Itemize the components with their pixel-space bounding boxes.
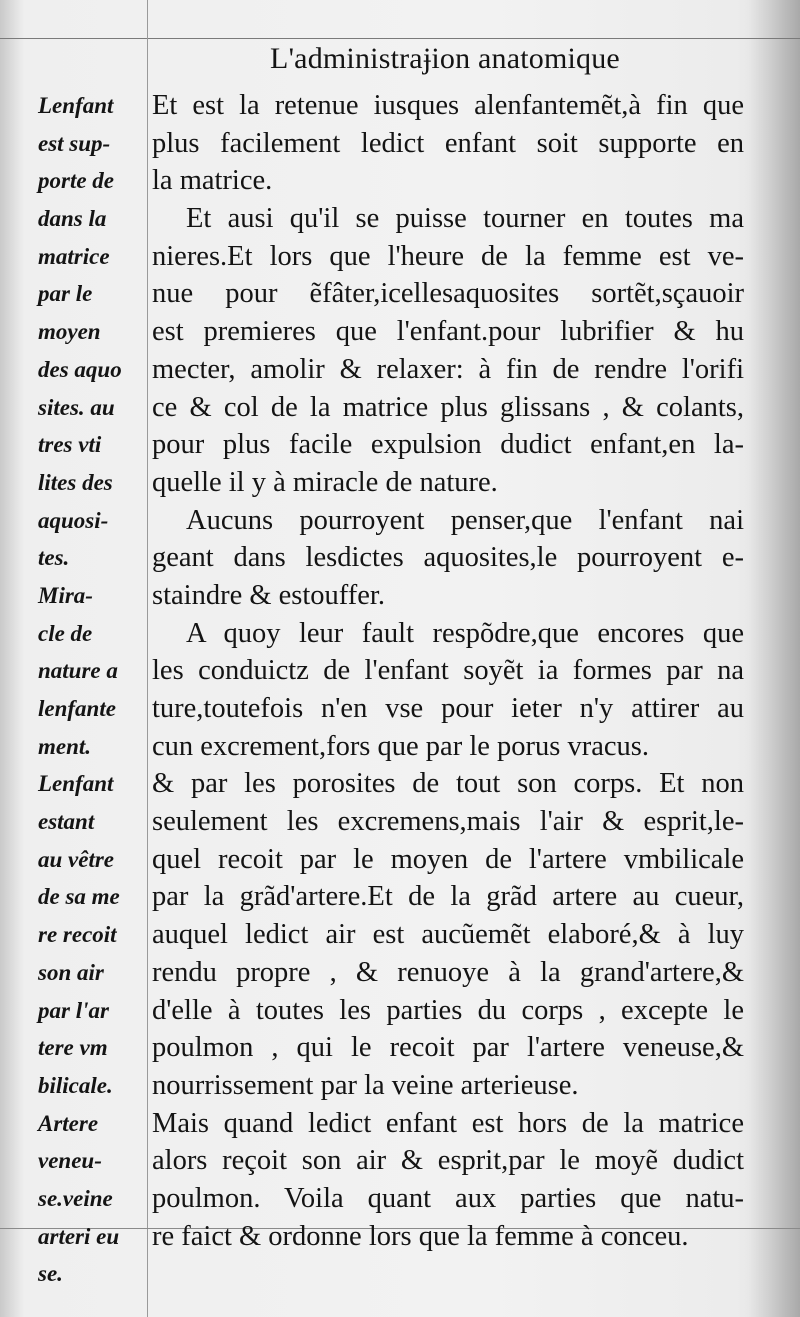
- text-line: poulmon , qui le recoit par l'artere veneuse,&: [152, 1032, 744, 1064]
- text-line: nue pour ẽfâter,icellesaquosites sortẽt,sçauoir: [152, 278, 744, 310]
- text-line: A quoy leur fault respõdre,que encores que: [186, 617, 744, 649]
- text-line: quelle il y à miracle de nature.: [152, 466, 498, 498]
- text-line: seulement les excremens,mais l'air & esprit,le-: [152, 806, 744, 838]
- margin-notes: [38, 87, 148, 1293]
- margin-note: nature a: [38, 658, 118, 684]
- text-line: nourrissement par la veine arterieuse.: [152, 1069, 579, 1101]
- text-line: auquel ledict air est aucũemẽt elaboré,& à luy: [152, 919, 744, 951]
- text-line: quel recoit par le moyen de l'artere vmbilicale: [152, 843, 744, 875]
- margin-note: estant: [38, 809, 95, 835]
- text-line: pour plus facile expulsion dudict enfant,en la-: [152, 429, 744, 461]
- text-line: plus facilement ledict enfant soit supporte en: [152, 127, 744, 159]
- header-rule: [0, 38, 800, 39]
- margin-note: arteri eu: [38, 1223, 120, 1249]
- text-line: alors reçoit son air & esprit,par le moyẽ dudict: [152, 1145, 744, 1177]
- margin-note: bilicale.: [38, 1072, 113, 1098]
- margin-note: cle de: [38, 620, 93, 646]
- text-line: ture,toutefois n'en vse pour ieter n'y attirer au: [152, 693, 744, 724]
- margin-note: Mira-: [38, 582, 93, 608]
- margin-note: aquosi-: [38, 507, 109, 533]
- margin-note: veneu-: [38, 1148, 102, 1174]
- text-line: d'elle à toutes les parties du corps , excepte le: [152, 994, 744, 1026]
- margin-note: moyen: [38, 319, 101, 345]
- text-line: mecter, amolir & relaxer: à fin de rendre l'orifi: [152, 353, 744, 385]
- margin-note: Lenfant: [38, 771, 114, 797]
- margin-note: porte de: [38, 168, 115, 194]
- text-line: nieres.Et lors que l'heure de la femme est ve-: [152, 240, 744, 272]
- margin-note: Artere: [38, 1110, 99, 1136]
- margin-note: lites des: [38, 469, 113, 495]
- text-line: cun excrement,fors que par le porus vracus.: [152, 730, 649, 762]
- text-line: les conduictz de l'enfant soyẽt ia formes par na: [152, 655, 744, 687]
- text-line: geant dans lesdictes aquosites,le pourroyent e-: [152, 542, 744, 574]
- margin-note: dans la: [38, 206, 107, 232]
- margin-note: lenfante: [38, 696, 116, 721]
- text-line: rendu propre , & renuoye à la grand'artere,&: [152, 956, 744, 988]
- text-line: poulmon. Voila quant aux parties que natu-: [152, 1182, 744, 1214]
- text-line: Mais quand ledict enfant est hors de la matrice: [152, 1107, 744, 1139]
- margin-note: re recoit: [38, 922, 117, 948]
- margin-note: par l'ar: [38, 997, 109, 1023]
- margin-note: des aquo: [38, 356, 122, 382]
- text-line: ce & col de la matrice plus glissans , & colants,: [152, 391, 744, 423]
- margin-note: tere vm: [38, 1035, 108, 1061]
- body-text: [152, 87, 744, 1255]
- margin-note: Lenfant: [38, 93, 114, 118]
- margin-note: est sup-: [38, 130, 111, 156]
- margin-note: de sa me: [38, 884, 120, 910]
- text-line: re faict & ordonne lors que la femme à conceu.: [152, 1220, 689, 1252]
- margin-note: son air: [38, 959, 104, 985]
- text-line: la matrice.: [152, 165, 273, 197]
- margin-note: ment.: [38, 733, 92, 759]
- margin-note: au vêtre: [38, 846, 115, 872]
- text-line: par la grãd'artere.Et de la grãd artere au cueur,: [152, 881, 744, 913]
- text-line: est premieres que l'enfant.pour lubrifier & hu: [152, 316, 744, 348]
- margin-note: se.veine: [38, 1185, 113, 1211]
- text-line: & par les porosites de tout son corps. Et non: [152, 768, 744, 800]
- text-line: staindre & estouffer.: [152, 579, 385, 611]
- margin-note: par le: [38, 281, 93, 307]
- margin-note: matrice: [38, 243, 110, 269]
- margin-note: sites. au: [38, 394, 115, 420]
- text-line: Et ausi qu'il se puisse tourner en toutes ma: [186, 203, 744, 235]
- text-line: Et est la retenue iusques alenfantemẽt,à fin que: [152, 90, 744, 121]
- margin-note: tes.: [38, 545, 70, 571]
- running-title: L'administraɉion anatomique: [270, 42, 620, 75]
- text-line: Aucuns pourroyent penser,que l'enfant nai: [186, 504, 744, 536]
- margin-note: se.: [38, 1261, 63, 1287]
- page-edge-shadow: [748, 0, 800, 1317]
- margin-note: tres vti: [38, 432, 102, 458]
